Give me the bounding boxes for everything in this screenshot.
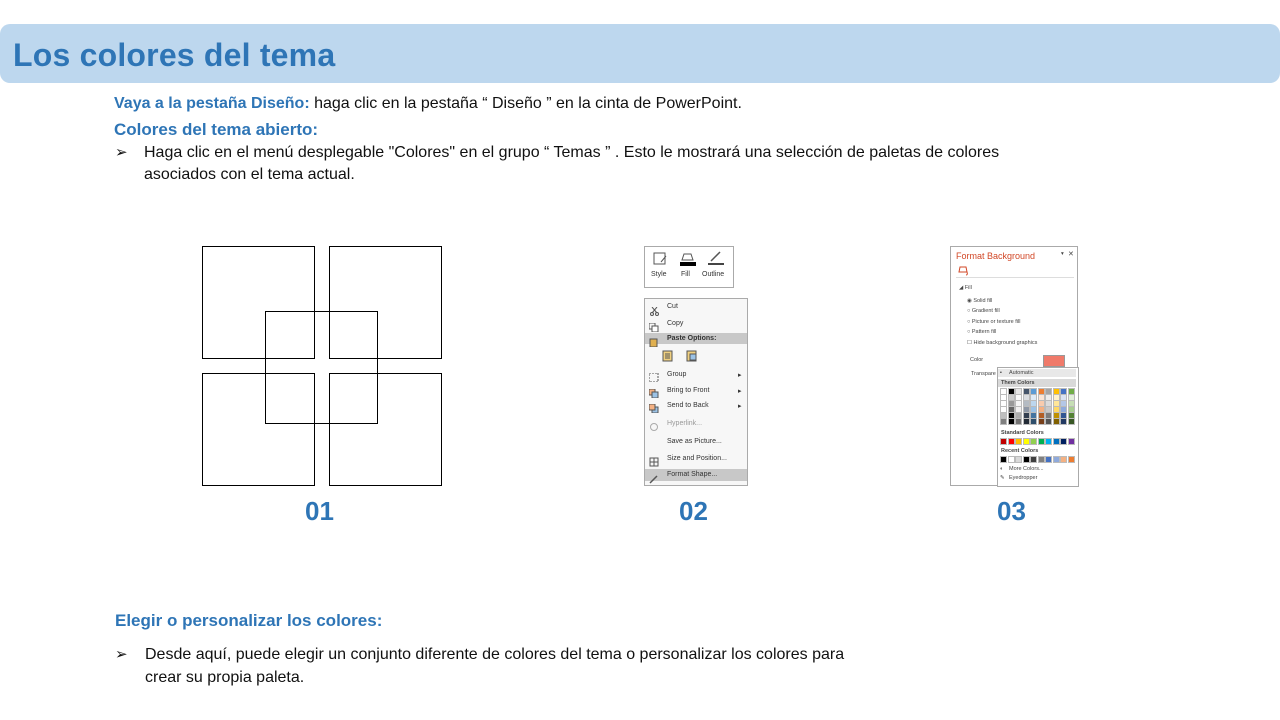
step-number-02: 02 [679, 496, 708, 526]
menu-item-send-to-back[interactable]: Send to Back [667, 402, 709, 409]
size-position-icon [649, 454, 659, 464]
recent-color-swatch[interactable] [1046, 457, 1051, 462]
send-back-submenu-arrow-icon: ▸ [738, 403, 742, 410]
theme-color-swatch[interactable] [1024, 395, 1029, 400]
theme-color-swatch[interactable] [1031, 401, 1036, 406]
radio-solid-fill-label: Solid fill [973, 298, 993, 304]
recent-color-swatch[interactable] [1061, 457, 1066, 462]
theme-color-swatch[interactable] [1054, 401, 1059, 406]
standard-color-swatch[interactable] [1061, 439, 1066, 444]
square-center [265, 311, 378, 424]
recent-color-swatch[interactable] [1016, 457, 1021, 462]
standard-color-swatch[interactable] [1009, 439, 1014, 444]
standard-colors-label: Standard Colors [1001, 430, 1044, 436]
theme-color-swatch[interactable] [1031, 419, 1036, 424]
standard-color-swatch[interactable] [1001, 439, 1006, 444]
fill-bucket-icon[interactable] [680, 251, 696, 266]
ribbon-style-label: Style [651, 271, 667, 278]
menu-item-hyperlink: Hyperlink... [667, 420, 703, 427]
theme-color-swatch[interactable] [1061, 389, 1066, 394]
theme-color-swatch[interactable] [1009, 389, 1014, 394]
paste-keep-format-icon[interactable] [662, 349, 674, 362]
standard-color-swatch[interactable] [1031, 439, 1036, 444]
theme-color-swatch[interactable] [1031, 395, 1036, 400]
bring-to-front-icon [649, 385, 659, 394]
more-colors-item[interactable]: More Colors... [1009, 466, 1044, 472]
theme-color-swatch[interactable] [1001, 389, 1006, 394]
section2-heading: Elegir o personalizar los colores: [115, 611, 383, 630]
theme-color-swatch[interactable] [1069, 413, 1074, 418]
page-title: Los colores del tema [13, 37, 336, 73]
theme-color-swatch[interactable] [1054, 413, 1059, 418]
theme-color-swatch[interactable] [1061, 413, 1066, 418]
theme-color-swatch[interactable] [1024, 419, 1029, 424]
theme-color-swatch[interactable] [1009, 407, 1014, 412]
section1-bullet-line1: Haga clic en el menú desplegable "Colores" en el grupo “ Temas ” . Esto le mostrará una selección de paletas de colores [144, 144, 1000, 161]
copy-icon [649, 319, 659, 328]
recent-color-swatch[interactable] [1031, 457, 1036, 462]
theme-color-swatch[interactable] [1031, 413, 1036, 418]
theme-color-swatch[interactable] [1046, 389, 1051, 394]
format-background-pane [950, 246, 1078, 486]
theme-color-swatch[interactable] [1061, 401, 1066, 406]
theme-color-swatch[interactable] [1001, 419, 1006, 424]
automatic-swatch-icon: ▪ [1000, 370, 1002, 376]
radio-picture-fill[interactable]: ○ Picture or texture fill [967, 319, 1021, 325]
theme-color-swatch[interactable] [1046, 413, 1051, 418]
theme-color-swatch[interactable] [1054, 407, 1059, 412]
send-to-back-icon [649, 400, 659, 409]
recent-color-swatch[interactable] [1069, 457, 1074, 462]
theme-color-swatch[interactable] [1001, 413, 1006, 418]
theme-color-swatch[interactable] [1031, 407, 1036, 412]
paste-picture-icon[interactable] [686, 349, 698, 362]
menu-item-format-shape[interactable]: Format Shape... [667, 471, 718, 478]
menu-item-cut[interactable]: Cut [667, 303, 678, 310]
color-dropdown-button[interactable] [1043, 355, 1065, 367]
ribbon-fill-label: Fill [681, 271, 690, 278]
menu-item-group[interactable]: Group [667, 371, 687, 378]
step-number-01: 01 [305, 496, 334, 526]
format-background-title: Format Background [956, 251, 1036, 261]
theme-color-swatch[interactable] [1061, 407, 1066, 412]
theme-color-swatch[interactable] [1009, 395, 1014, 400]
color-label: Color [970, 357, 984, 363]
standard-color-swatch[interactable] [1024, 439, 1029, 444]
radio-gradient-fill-label: Gradient fill [971, 308, 1000, 314]
menu-item-save-as-picture[interactable]: Save as Picture... [667, 438, 722, 445]
theme-color-swatch[interactable] [1039, 395, 1044, 400]
standard-color-swatch[interactable] [1054, 439, 1059, 444]
theme-color-swatch[interactable] [1016, 419, 1021, 424]
transparency-label: Transpare [971, 371, 996, 377]
standard-color-swatch[interactable] [1016, 439, 1021, 444]
pane-close-icon[interactable]: ✕ [1068, 251, 1074, 258]
menu-item-copy[interactable]: Copy [667, 320, 684, 327]
theme-color-swatch[interactable] [1016, 413, 1021, 418]
recent-color-swatch[interactable] [1024, 457, 1029, 462]
paste-icon [649, 334, 659, 343]
theme-color-swatch[interactable] [1016, 401, 1021, 406]
eyedropper-icon: ✎ [1000, 475, 1005, 481]
theme-color-swatch[interactable] [1046, 419, 1051, 424]
theme-color-swatch[interactable] [1061, 395, 1066, 400]
theme-color-swatch[interactable] [1046, 407, 1051, 412]
fill-tab-icon[interactable] [957, 263, 969, 274]
section2-bullet-line2: crear su propia paleta. [145, 669, 305, 686]
pane-dropdown-icon[interactable]: ▾ [1061, 251, 1064, 257]
theme-color-swatch[interactable] [1024, 389, 1029, 394]
format-shape-icon [649, 471, 659, 480]
theme-color-swatch[interactable] [1016, 389, 1021, 394]
theme-color-swatch[interactable] [1024, 407, 1029, 412]
theme-colors-label: Them Colors [1001, 380, 1035, 386]
bullet-arrow-icon: ➢ [115, 646, 128, 663]
ribbon-group [644, 246, 734, 288]
theme-color-swatch[interactable] [1039, 413, 1044, 418]
color-picker-dropdown [997, 367, 1079, 487]
ribbon-outline-label: Outline [702, 271, 725, 278]
group-submenu-arrow-icon: ▸ [738, 372, 742, 379]
group-icon [649, 369, 659, 378]
menu-item-paste-options: Paste Options: [667, 335, 717, 342]
theme-color-swatch[interactable] [1046, 395, 1051, 400]
theme-color-swatch[interactable] [1001, 401, 1006, 406]
radio-picture-fill-label: Picture or texture fill [971, 319, 1021, 325]
theme-color-swatch[interactable] [1024, 401, 1029, 406]
theme-color-swatch[interactable] [1001, 395, 1006, 400]
theme-color-swatch[interactable] [1009, 413, 1014, 418]
theme-color-swatch[interactable] [1069, 389, 1074, 394]
recent-color-swatch[interactable] [1009, 457, 1014, 462]
theme-color-swatch[interactable] [1024, 413, 1029, 418]
theme-color-swatch[interactable] [1039, 407, 1044, 412]
bring-front-submenu-arrow-icon: ▸ [738, 388, 742, 395]
intro-label: Vaya a la pestaña Diseño: [114, 95, 310, 112]
theme-color-swatch[interactable] [1054, 419, 1059, 424]
theme-color-swatch[interactable] [1016, 407, 1021, 412]
section1-bullet-line2: asociados con el tema actual. [144, 166, 355, 183]
radio-pattern-fill-label: Pattern fill [971, 329, 997, 335]
theme-color-swatch[interactable] [1039, 389, 1044, 394]
hide-bg-checkbox[interactable]: ☐ Hide background graphics [967, 340, 1038, 346]
radio-solid-fill[interactable]: ◉ Solid fill [967, 298, 993, 304]
theme-color-swatch[interactable] [1054, 389, 1059, 394]
hide-bg-label: Hide background graphics [973, 340, 1038, 346]
theme-color-swatch[interactable] [1039, 401, 1044, 406]
theme-color-swatch[interactable] [1031, 389, 1036, 394]
intro-text: haga clic en la pestaña “ Diseño ” en la cinta de PowerPoint. [309, 95, 742, 112]
theme-color-swatch[interactable] [1069, 419, 1074, 424]
recent-color-swatch[interactable] [1001, 457, 1006, 462]
context-menu [644, 298, 748, 486]
recent-colors-label: Recent Colors [1001, 448, 1039, 454]
radio-pattern-fill[interactable]: ○ Pattern fill [967, 329, 997, 335]
section2-bullet-line1: Desde aquí, puede elegir un conjunto diferente de colores del tema o personalizar los colores para [145, 646, 845, 663]
theme-color-swatch[interactable] [1069, 401, 1074, 406]
menu-item-bring-to-front[interactable]: Bring to Front [667, 387, 710, 394]
intro-line [114, 93, 742, 115]
theme-color-swatch[interactable] [1054, 395, 1059, 400]
theme-color-swatch[interactable] [1009, 401, 1014, 406]
theme-color-swatch[interactable] [1061, 419, 1066, 424]
section1-heading: Colores del tema abierto: [114, 120, 319, 139]
theme-color-swatch[interactable] [1016, 395, 1021, 400]
theme-color-swatch[interactable] [1069, 407, 1074, 412]
bullet-arrow-icon: ➢ [115, 144, 128, 161]
hyperlink-icon [649, 419, 659, 428]
outline-pen-icon[interactable] [708, 251, 724, 266]
style-icon[interactable] [653, 252, 667, 266]
radio-gradient-fill[interactable]: ○ Gradient fill [967, 308, 1000, 314]
standard-color-swatch[interactable] [1069, 439, 1074, 444]
theme-color-swatch[interactable] [1001, 407, 1006, 412]
cut-icon [650, 303, 659, 312]
recent-color-swatch[interactable] [1054, 457, 1059, 462]
automatic-label: Automatic [1009, 370, 1034, 376]
theme-color-swatch[interactable] [1009, 419, 1014, 424]
title-banner [0, 24, 1280, 83]
standard-color-swatch[interactable] [1046, 439, 1051, 444]
theme-color-swatch[interactable] [1039, 419, 1044, 424]
more-colors-icon: ◐ [1000, 466, 1004, 472]
fill-section-header[interactable]: ◢ Fill [959, 285, 972, 291]
theme-color-swatch[interactable] [1069, 395, 1074, 400]
pane-divider [956, 277, 1074, 278]
eyedropper-item[interactable]: Eyedropper [1009, 475, 1038, 481]
recent-color-swatch[interactable] [1039, 457, 1044, 462]
step-number-03: 03 [997, 496, 1026, 526]
standard-color-swatch[interactable] [1039, 439, 1044, 444]
theme-color-swatch[interactable] [1046, 401, 1051, 406]
fill-section-label: Fill [964, 285, 972, 291]
menu-item-size-and-position[interactable]: Size and Position... [667, 455, 727, 462]
